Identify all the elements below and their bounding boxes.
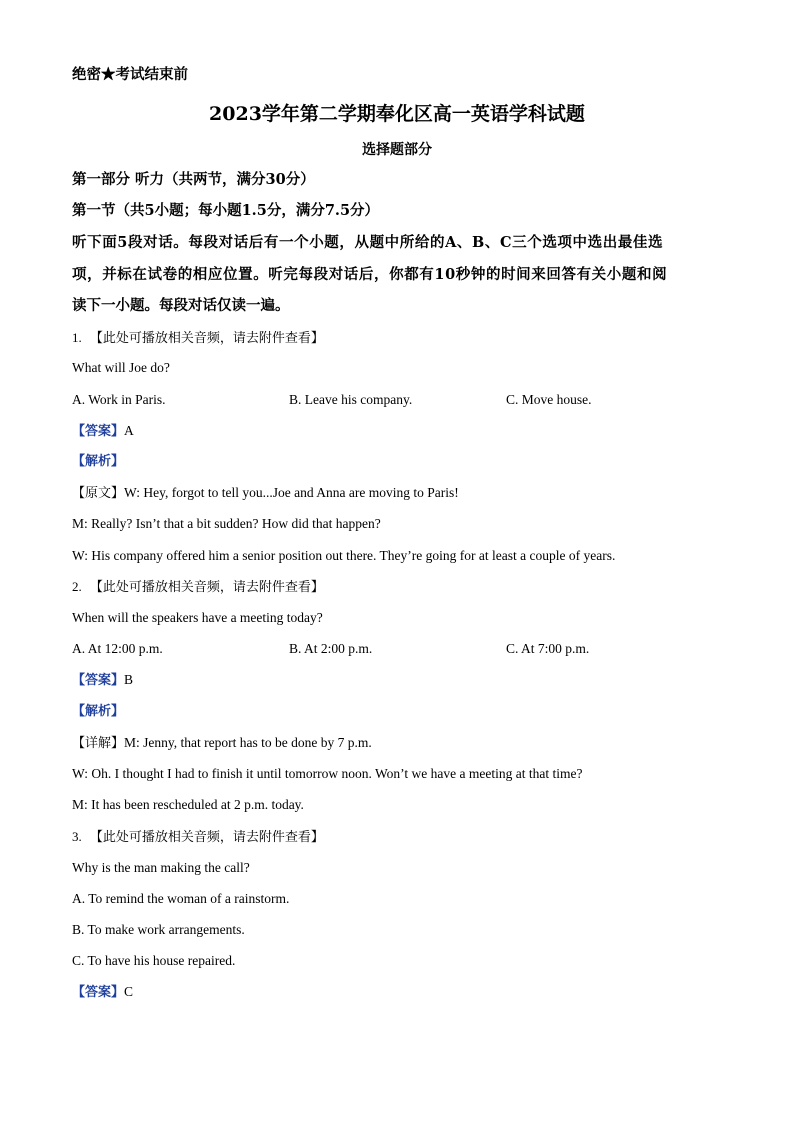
q2-detail-line-3: M: It has been rescheduled at 2 p.m. today. xyxy=(72,797,304,812)
q3-audio-note: 【此处可播放相关音频，请去附件查看】 xyxy=(89,830,324,845)
q3-header xyxy=(72,828,324,847)
q3-question: Why is the man making the call? xyxy=(72,860,250,875)
q2-number: 2. xyxy=(72,579,82,594)
q3-answer xyxy=(72,983,133,1002)
q3-answer-label: 【答案】 xyxy=(72,985,125,1000)
page-title: 2023学年第二学期奉化区高一英语学科试题 xyxy=(209,103,585,125)
q2-option-a: A. At 12:00 p.m. xyxy=(72,641,163,656)
instructions-line-2: 项，并标在试卷的相应位置。听完每段对话后，你都有10秒钟的时间来回答有关小题和阅 xyxy=(72,266,668,283)
q2-question: When will the speakers have a meeting today? xyxy=(72,610,323,625)
q2-analysis xyxy=(72,703,124,721)
q1-transcript-line-2: M: Really? Isn’t that a bit sudden? How did that happen? xyxy=(72,516,381,531)
confidential-mark: 绝密★考试结束前 xyxy=(72,66,188,83)
q1-answer xyxy=(72,422,134,441)
page-subtitle: 选择题部分 xyxy=(362,142,432,158)
q3-answer-value: C xyxy=(124,984,134,999)
q2-detail-line-2: W: Oh. I thought I had to finish it until tomorrow noon. Won’t we have a meeting at that time? xyxy=(72,766,583,781)
q1-answer-value: A xyxy=(124,423,134,438)
q2-detail-label: 【详解】 xyxy=(72,736,125,751)
q1-transcript-text-1: W: Hey, forgot to tell you...Joe and Anna are moving to Paris! xyxy=(124,485,459,500)
q1-option-c: C. Move house. xyxy=(506,392,592,407)
q3-option-a: A. To remind the woman of a rainstorm. xyxy=(72,891,290,906)
q1-transcript-line-1 xyxy=(72,484,459,503)
q2-detail-text-1: M: Jenny, that report has to be done by 7 p.m. xyxy=(124,735,372,750)
part-heading: 第一部分 听力（共两节，满分30分） xyxy=(72,171,315,188)
q1-answer-label: 【答案】 xyxy=(72,424,125,439)
q1-audio-note: 【此处可播放相关音频，请去附件查看】 xyxy=(89,331,324,346)
q2-detail-line-1 xyxy=(72,734,372,753)
q2-audio-note: 【此处可播放相关音频，请去附件查看】 xyxy=(89,580,324,595)
q1-transcript-label: 【原文】 xyxy=(72,486,125,501)
q1-header xyxy=(72,329,324,348)
q1-analysis-label: 【解析】 xyxy=(72,454,125,469)
q2-header xyxy=(72,578,324,597)
q1-option-a: A. Work in Paris. xyxy=(72,392,166,407)
q3-option-c: C. To have his house repaired. xyxy=(72,953,236,968)
q1-transcript-line-3: W: His company offered him a senior position out there. They’re going for at least a couple of years. xyxy=(72,548,616,563)
q1-analysis xyxy=(72,453,124,471)
q2-answer-value: B xyxy=(124,672,134,687)
q3-option-b: B. To make work arrangements. xyxy=(72,922,245,937)
instructions-line-1: 听下面5段对话。每段对话后有一个小题，从题中所给的A、B、C三个选项中选出最佳选 xyxy=(72,234,664,251)
q2-option-b: B. At 2:00 p.m. xyxy=(289,641,373,656)
q3-number: 3. xyxy=(72,829,82,844)
section-heading: 第一节（共5小题；每小题1.5分，满分7.5分） xyxy=(72,202,380,219)
q1-option-b: B. Leave his company. xyxy=(289,392,413,407)
q2-analysis-label: 【解析】 xyxy=(72,704,125,719)
instructions-line-3: 读下一小题。每段对话仅读一遍。 xyxy=(72,297,290,314)
q2-answer-label: 【答案】 xyxy=(72,673,125,688)
q2-answer xyxy=(72,671,133,690)
q1-number: 1. xyxy=(72,330,82,345)
q1-question: What will Joe do? xyxy=(72,360,170,375)
q2-option-c: C. At 7:00 p.m. xyxy=(506,641,590,656)
